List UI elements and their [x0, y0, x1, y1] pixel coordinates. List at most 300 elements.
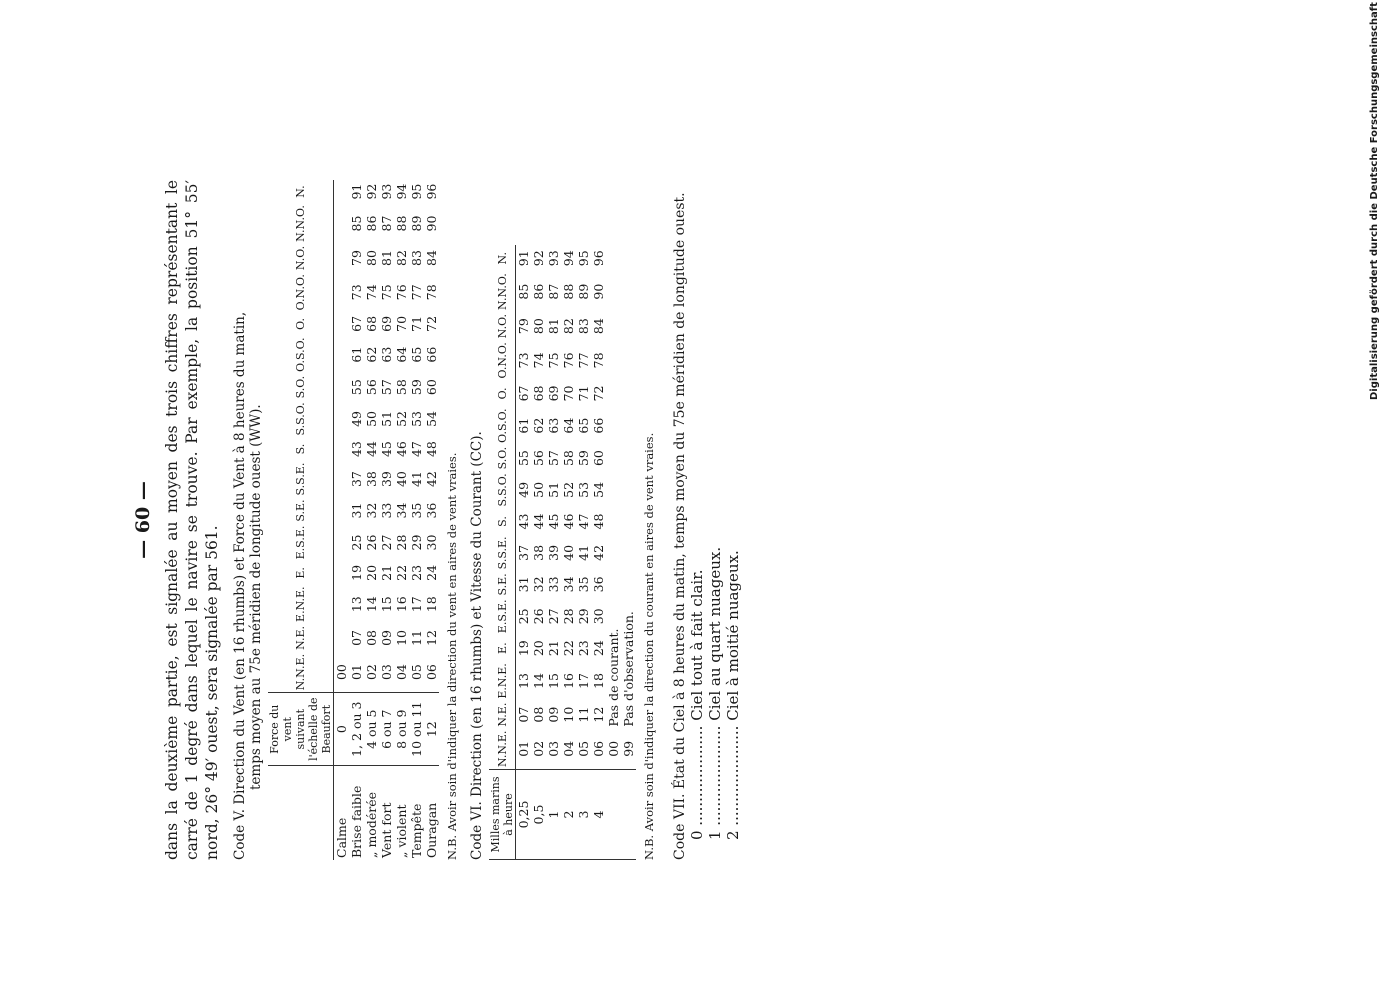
code-cell: 43	[516, 513, 531, 530]
direction-header: S.O.	[489, 445, 516, 472]
speed-value: 3	[576, 770, 591, 860]
direction-header: O.S.O.	[489, 406, 516, 444]
code-cell: 93	[379, 183, 394, 200]
code-cell: 10	[561, 706, 576, 723]
code-cell: 91	[516, 250, 531, 267]
code-cell: 62	[531, 417, 546, 434]
code-cell: 56	[531, 450, 546, 467]
code5-heading	[232, 180, 264, 860]
code-cell: 20	[364, 564, 379, 581]
code-cell: 95	[409, 183, 424, 200]
code-cell: 57	[546, 450, 561, 467]
force-value: 6 ou 7	[379, 693, 394, 766]
extra-text: Pas d'observation.	[621, 611, 636, 727]
sky-line	[688, 180, 706, 860]
code-cell: 35	[409, 502, 424, 519]
code-cell: 13	[516, 672, 531, 689]
code-cell: 37	[516, 544, 531, 561]
code-cell: 09	[379, 629, 394, 646]
code-cell: 93	[546, 250, 561, 267]
code-cell: 24	[424, 564, 439, 581]
code6-title: Code VI. Direction (en 16 rhumbs) et Vitesse du Courant (CC).	[469, 431, 485, 860]
code-cell: 18	[424, 596, 439, 613]
code-cell: 32	[531, 576, 546, 593]
table-row	[606, 245, 621, 859]
code-cell: 42	[424, 471, 439, 488]
code-cell: 84	[424, 250, 439, 266]
table-row	[334, 180, 350, 860]
code-cell: 92	[364, 183, 379, 200]
code-cell: 26	[364, 534, 379, 551]
code-cell: 05	[576, 740, 591, 757]
code-cell: 55	[349, 379, 364, 396]
code-cell: 70	[394, 315, 409, 332]
code-cell: 24	[591, 640, 606, 657]
code-cell: 92	[531, 250, 546, 267]
code-cell: 75	[379, 284, 394, 301]
code-cell: 12	[424, 629, 439, 646]
code-cell: 06	[591, 740, 606, 757]
direction-header: E.S.E.	[489, 597, 516, 635]
code-cell: 46	[394, 441, 409, 458]
code-cell: 51	[379, 411, 394, 427]
code-cell: 38	[364, 471, 379, 488]
direction-header: E.S.E.	[268, 524, 334, 562]
code-cell	[334, 438, 350, 461]
code-cell: 65	[576, 417, 591, 434]
code-cell: 40	[394, 471, 409, 488]
code-cell: 26	[531, 608, 546, 625]
code-cell: 87	[546, 283, 561, 300]
code-cell: 15	[546, 672, 561, 689]
row-label: Brise faible	[349, 785, 364, 858]
table-row	[576, 245, 591, 859]
digitization-credit	[1355, 2, 1381, 408]
direction-header: N.E.	[268, 624, 334, 652]
code-cell: 91	[349, 183, 364, 200]
code-cell: 36	[424, 502, 439, 519]
code-cell: 79	[349, 250, 364, 266]
speed-value	[621, 770, 636, 860]
code-cell: 89	[409, 215, 424, 232]
code-cell: 68	[364, 315, 379, 332]
code-cell: 18	[591, 672, 606, 689]
code-cell: 34	[394, 502, 409, 519]
code-cell: 86	[364, 215, 379, 232]
code-cell: 35	[576, 576, 591, 593]
code-cell: 60	[424, 379, 439, 396]
code-cell: 83	[576, 318, 591, 335]
force-value: 0	[334, 693, 350, 766]
code-cell: 19	[349, 564, 364, 581]
code-cell: 30	[424, 534, 439, 551]
code-cell: 63	[379, 346, 394, 363]
code-cell: 48	[591, 513, 606, 530]
code-cell: 15	[379, 596, 394, 613]
code-cell	[334, 335, 350, 373]
code-cell: 77	[409, 284, 424, 301]
code-cell: 04	[561, 740, 576, 757]
code-cell: 00	[334, 664, 349, 681]
speed-value: 4	[591, 770, 606, 860]
code-cell: 06	[424, 664, 439, 681]
code-cell: 61	[516, 417, 531, 434]
code-cell: 54	[424, 411, 439, 427]
code-cell: 73	[349, 284, 364, 301]
table-row	[591, 245, 606, 859]
code-cell: 03	[546, 740, 561, 757]
code-cell: 74	[531, 352, 546, 369]
code-cell: 23	[576, 640, 591, 657]
code-cell: 87	[379, 215, 394, 232]
code-cell: 31	[516, 576, 531, 593]
speed-value: 0,5	[531, 770, 546, 860]
row-label: Tempête	[409, 803, 424, 858]
code-cell: 30	[591, 608, 606, 625]
code-cell: 03	[379, 664, 394, 681]
code-cell: 07	[349, 629, 364, 646]
direction-header: O.	[268, 312, 334, 335]
code-cell: 08	[364, 629, 379, 646]
direction-header: S.S.O.	[489, 471, 516, 508]
code-cell: 84	[591, 318, 606, 335]
code-cell: 45	[546, 513, 561, 530]
code-cell: 09	[546, 706, 561, 723]
code-cell: 01	[516, 740, 531, 757]
direction-header: E.	[268, 561, 334, 584]
direction-header: E.	[489, 635, 516, 661]
code-cell: 79	[516, 318, 531, 335]
code-cell: 49	[349, 411, 364, 427]
code-cell	[334, 312, 350, 335]
code-cell	[334, 497, 350, 523]
code-cell: 22	[561, 640, 576, 657]
code-cell: 90	[424, 215, 439, 232]
code-cell: 71	[409, 315, 424, 332]
code-cell: 41	[409, 471, 424, 488]
sky-dots: .....................	[706, 720, 724, 826]
code-cell: 99	[621, 740, 636, 757]
code-cell: 36	[591, 576, 606, 593]
code-cell: 88	[561, 283, 576, 300]
speed-value: 1	[546, 770, 561, 860]
code-cell: 08	[531, 706, 546, 723]
speed-value: 0,25	[516, 770, 532, 860]
code-cell: 60	[591, 450, 606, 467]
code-cell: 43	[349, 441, 364, 458]
code-cell: 20	[531, 640, 546, 657]
code-cell: 67	[349, 315, 364, 332]
speed-value	[606, 770, 621, 860]
code-cell	[334, 461, 350, 498]
code-cell: 54	[591, 481, 606, 498]
code-cell: 47	[576, 513, 591, 530]
code-cell: 85	[516, 283, 531, 300]
code-cell: 85	[349, 215, 364, 232]
code-cell: 69	[379, 315, 394, 332]
sky-dots: .....................	[688, 720, 706, 826]
code-cell	[334, 272, 350, 312]
code-cell: 17	[576, 672, 591, 689]
code-cell: 95	[576, 250, 591, 267]
direction-header: N.N.E.	[268, 652, 334, 693]
code-cell: 12	[591, 706, 606, 723]
row-label: Ouragan	[424, 802, 439, 858]
code-cell: 51	[546, 481, 561, 498]
code-cell: 53	[409, 411, 424, 427]
code-cell: 11	[576, 706, 591, 723]
code-cell: 44	[364, 441, 379, 458]
page-number: — 60 —	[132, 481, 154, 559]
code-cell: 34	[561, 576, 576, 593]
table-row	[531, 245, 546, 859]
code-cell: 04	[394, 664, 409, 681]
code-cell	[334, 624, 350, 652]
code-cell: 49	[516, 481, 531, 498]
force-value: 12	[424, 693, 439, 766]
direction-header: N.O.	[489, 312, 516, 340]
code-cell: 83	[409, 250, 424, 266]
direction-header: N.E.	[489, 701, 516, 729]
direction-header: S.S.O.	[268, 400, 334, 437]
code-cell: 29	[576, 608, 591, 625]
code-cell: 67	[516, 385, 531, 402]
code-cell: 96	[424, 183, 439, 200]
code-cell	[334, 203, 350, 244]
table-row	[409, 180, 424, 860]
direction-header: S.E.	[489, 571, 516, 597]
code-cell: 50	[531, 481, 546, 498]
code-cell: 01	[349, 664, 364, 681]
code-cell: 72	[424, 315, 439, 332]
code-cell: 76	[561, 352, 576, 369]
code-cell: 50	[364, 411, 379, 427]
direction-header: O.S.O.	[268, 335, 334, 373]
code-cell: 39	[546, 544, 561, 561]
code-cell: 28	[561, 608, 576, 625]
code-cell: 13	[349, 596, 364, 613]
direction-header: E.N.E.	[268, 584, 334, 623]
force-header: Force du vent suivant l'échelle de Beaufort	[268, 693, 334, 766]
direction-header: S.	[489, 509, 516, 535]
code-cell: 62	[364, 346, 379, 363]
code-cell: 69	[546, 385, 561, 402]
code-cell: 65	[409, 346, 424, 363]
code-cell: 72	[591, 385, 606, 402]
code-cell: 45	[379, 441, 394, 458]
row-label: „ modérée	[364, 792, 379, 858]
direction-header: O.	[489, 380, 516, 406]
table-row	[424, 180, 439, 860]
code-cell: 28	[394, 534, 409, 551]
code-cell: 86	[531, 283, 546, 300]
code-cell: 68	[531, 385, 546, 402]
code-cell: 57	[379, 379, 394, 396]
code-cell: 70	[561, 385, 576, 402]
force-value: 8 ou 9	[394, 693, 409, 766]
direction-header: O.N.O.	[489, 340, 516, 380]
sky-code: 0	[688, 825, 706, 840]
code-cell: 27	[546, 608, 561, 625]
row-label: Vent fort	[379, 802, 394, 858]
direction-header: S.O.	[268, 374, 334, 401]
code-cell: 11	[409, 629, 424, 646]
code-cell: 07	[516, 706, 531, 723]
code5-note: N.B. Avoir soin d'indiquer la direction du vent en aires de vent vraies.	[445, 452, 459, 860]
direction-header: N.N.E.	[489, 729, 516, 770]
direction-header: S.S.E.	[489, 535, 516, 572]
code-cell: 19	[516, 640, 531, 657]
sky-dots: .....................	[724, 720, 742, 826]
credit-text: Digitalisierung gefördert durch die Deutsche Forschungsgemeinschaft	[1368, 2, 1380, 400]
direction-header: N.N.O.	[489, 271, 516, 312]
code5-title: Code V. Direction du Vent (en 16 rhumbs) et Force du Vent à 8 heures du matin,	[232, 311, 248, 860]
direction-header: O.N.O.	[268, 272, 334, 312]
code-cell: 73	[516, 352, 531, 369]
code-cell: 47	[409, 441, 424, 458]
code-cell: 74	[364, 284, 379, 301]
force-value: 1, 2 ou 3	[349, 693, 364, 766]
table-row	[546, 245, 561, 859]
code-cell: 21	[546, 640, 561, 657]
table-row	[364, 180, 379, 860]
sky-text: Ciel tout à fait clair.	[688, 569, 706, 721]
code5-table	[268, 180, 439, 860]
sky-line	[724, 180, 742, 860]
row-label: „ violent	[394, 804, 409, 858]
code-cell: 88	[394, 215, 409, 232]
code-cell	[334, 584, 350, 623]
code-cell: 80	[364, 250, 379, 266]
code-cell: 14	[531, 672, 546, 689]
code-cell: 76	[394, 284, 409, 301]
code-cell: 53	[576, 481, 591, 498]
code-cell: 25	[516, 608, 531, 625]
code-cell: 66	[424, 346, 439, 363]
code-cell: 10	[394, 629, 409, 646]
code-cell: 64	[561, 417, 576, 434]
code-cell: 02	[531, 740, 546, 757]
code-cell: 55	[516, 450, 531, 467]
code-cell	[334, 244, 350, 272]
extra-text: Pas de courant.	[606, 628, 621, 727]
code-cell: 33	[546, 576, 561, 593]
code-cell: 81	[546, 318, 561, 335]
code-cell: 52	[394, 411, 409, 427]
code-cell: 22	[394, 564, 409, 581]
code7-section	[672, 180, 742, 860]
sky-code: 1	[706, 825, 724, 840]
code-cell: 16	[561, 672, 576, 689]
speed-value: 2	[561, 770, 576, 860]
sky-text: Ciel au quart nuageux.	[706, 546, 724, 721]
code-cell: 80	[531, 318, 546, 335]
code-cell: 94	[561, 250, 576, 267]
code-cell: 64	[394, 346, 409, 363]
code-cell: 25	[349, 534, 364, 551]
sky-line	[706, 180, 724, 860]
code-cell: 39	[379, 471, 394, 488]
code-cell: 82	[561, 318, 576, 335]
code-cell: 38	[531, 544, 546, 561]
code7-title: Code VII. État du Ciel à 8 heures du matin, temps moyen du 75e méridien de longitude ouest.	[672, 192, 688, 860]
code-cell	[334, 374, 350, 401]
direction-header: N.O.	[268, 244, 334, 272]
rotated-page	[132, 180, 1060, 860]
code-cell: 61	[349, 346, 364, 363]
table-row	[516, 245, 532, 859]
code-cell: 32	[364, 502, 379, 519]
code-cell: 48	[424, 441, 439, 458]
code-cell: 58	[394, 379, 409, 396]
code-cell: 46	[561, 513, 576, 530]
force-value: 4 ou 5	[364, 693, 379, 766]
code-cell	[334, 180, 350, 203]
code-cell: 75	[546, 352, 561, 369]
code-cell: 17	[409, 596, 424, 613]
code6-table	[489, 245, 636, 860]
code-cell: 59	[409, 379, 424, 396]
code-cell: 58	[561, 450, 576, 467]
table-row	[379, 180, 394, 860]
table-row	[394, 180, 409, 860]
code-cell: 77	[576, 352, 591, 369]
code-cell: 52	[561, 481, 576, 498]
code-cell: 82	[394, 250, 409, 266]
code-cell: 00	[606, 740, 621, 757]
code-cell: 94	[394, 183, 409, 200]
direction-header: S.E.	[268, 497, 334, 523]
code-cell: 78	[591, 352, 606, 369]
code-cell: 89	[576, 283, 591, 300]
code-cell: 23	[409, 564, 424, 581]
code-cell: 90	[591, 283, 606, 300]
code-cell: 44	[531, 513, 546, 530]
code-cell: 96	[591, 250, 606, 267]
code-cell: 59	[576, 450, 591, 467]
code-cell: 05	[409, 664, 424, 681]
code-cell: 29	[409, 534, 424, 551]
intro-paragraph: dans la deuxième partie, est signalée au moyen des trois chiffres représentant le carré de 1 degré dans lequel le navire se trouve. Par exemple, la position 51° 55′ nord, 26° 49′ ouest, sera signalée par 561.	[163, 180, 221, 860]
direction-header: S.	[268, 438, 334, 461]
direction-header: N.N.O.	[268, 203, 334, 244]
code-cell: 16	[394, 596, 409, 613]
sky-text: Ciel à moitié nuageux.	[724, 550, 742, 721]
code-cell: 27	[379, 534, 394, 551]
speed-header: Milles marins à heure	[489, 770, 516, 860]
code-cell: 71	[576, 385, 591, 402]
code-cell: 66	[591, 417, 606, 434]
code-cell: 37	[349, 471, 364, 488]
table-row	[349, 180, 364, 860]
code-cell: 40	[561, 544, 576, 561]
code-cell	[334, 524, 350, 562]
code-cell: 63	[546, 417, 561, 434]
direction-header: E.N.E.	[489, 661, 516, 700]
code-cell: 02	[364, 664, 379, 681]
direction-header: N.	[489, 245, 516, 271]
code-cell: 21	[379, 564, 394, 581]
table-row	[561, 245, 576, 859]
direction-header: N.	[268, 180, 334, 203]
code-cell: 56	[364, 379, 379, 396]
direction-header: S.S.E.	[268, 461, 334, 498]
code-cell	[334, 561, 350, 584]
code-cell: 41	[576, 544, 591, 561]
code-cell: 78	[424, 284, 439, 301]
sky-code: 2	[724, 825, 742, 840]
code-cell: 14	[364, 596, 379, 613]
